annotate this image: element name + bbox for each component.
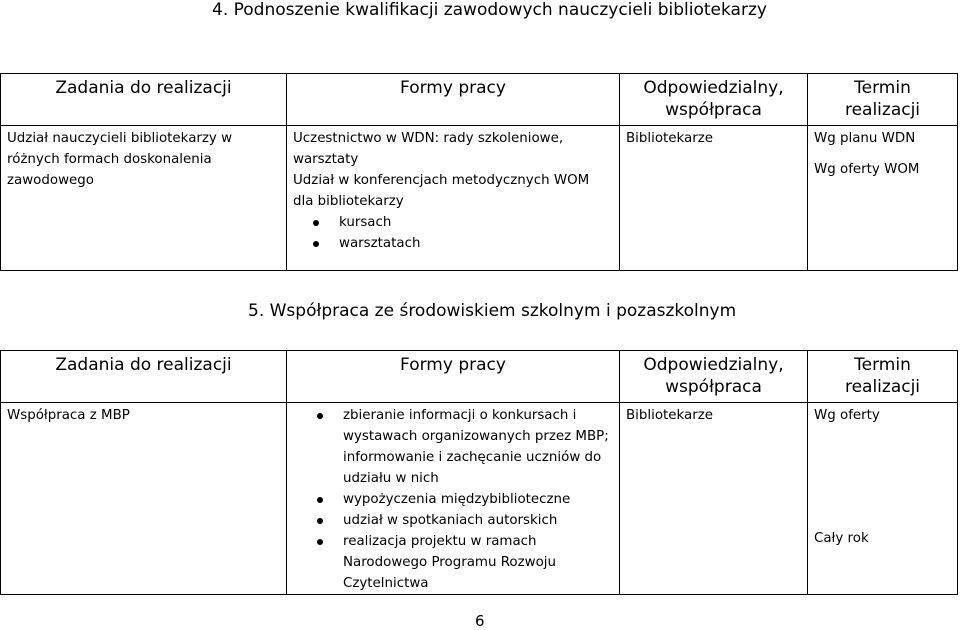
responsible-cell: Bibliotekarze <box>620 403 808 595</box>
forms-cell <box>287 403 620 595</box>
forms-text: Udział w konferencjach metodycznych WOM dla bibliotekarzy <box>293 173 590 209</box>
table-row <box>1 403 958 595</box>
section-5-title: 5. Współpraca ze środowiskiem szkolnym i pozaszkolnym <box>248 301 737 321</box>
header-responsible: Odpowiedzialny, współpraca <box>620 351 808 403</box>
qualification-table <box>0 73 958 271</box>
responsible-cell: Bibliotekarze <box>620 126 808 271</box>
header-forms: Formy pracy <box>287 351 620 403</box>
task-cell: Udział nauczycieli bibliotekarzy w różnych formach doskonalenia zawodowego <box>1 126 287 271</box>
forms-bullet-list <box>297 405 613 594</box>
header-tasks: Zadania do realizacji <box>1 74 287 126</box>
task-cell: Współpraca z MBP <box>1 403 287 595</box>
list-item: realizacja projektu w ramach Narodowego Programu Rozwoju Czytelnictwa <box>343 531 613 594</box>
list-item: warsztatach <box>339 233 613 254</box>
list-item: kursach <box>339 212 613 233</box>
qualification-table-header <box>1 74 958 126</box>
term-cell: Wg planu WDN Wg oferty WOM <box>808 126 958 271</box>
term-cell: Wg oferty Cały rok <box>808 403 958 595</box>
list-item: zbieranie informacji o konkursach i wystawach organizowanych przez MBP; informowanie i zachęcanie uczniów do udziału w nich <box>343 405 613 489</box>
header-responsible: Odpowiedzialny, współpraca <box>620 74 808 126</box>
header-tasks: Zadania do realizacji <box>1 351 287 403</box>
header-term: Termin realizacji <box>808 74 958 126</box>
header-term: Termin realizacji <box>808 351 958 403</box>
cooperation-table-header <box>1 351 958 403</box>
cooperation-table <box>0 350 958 595</box>
forms-text: Uczestnictwo w WDN: rady szkoleniowe, warsztaty <box>293 131 564 167</box>
forms-cell <box>287 126 620 271</box>
header-forms: Formy pracy <box>287 74 620 126</box>
table-row <box>1 126 958 271</box>
forms-bullet-list <box>293 212 613 254</box>
list-item: udział w spotkaniach autorskich <box>343 510 613 531</box>
page-number: 6 <box>475 612 485 630</box>
section-4-title: 4. Podnoszenie kwalifikacji zawodowych nauczycieli bibliotekarzy <box>212 0 767 20</box>
list-item: wypożyczenia międzybiblioteczne <box>343 489 613 510</box>
